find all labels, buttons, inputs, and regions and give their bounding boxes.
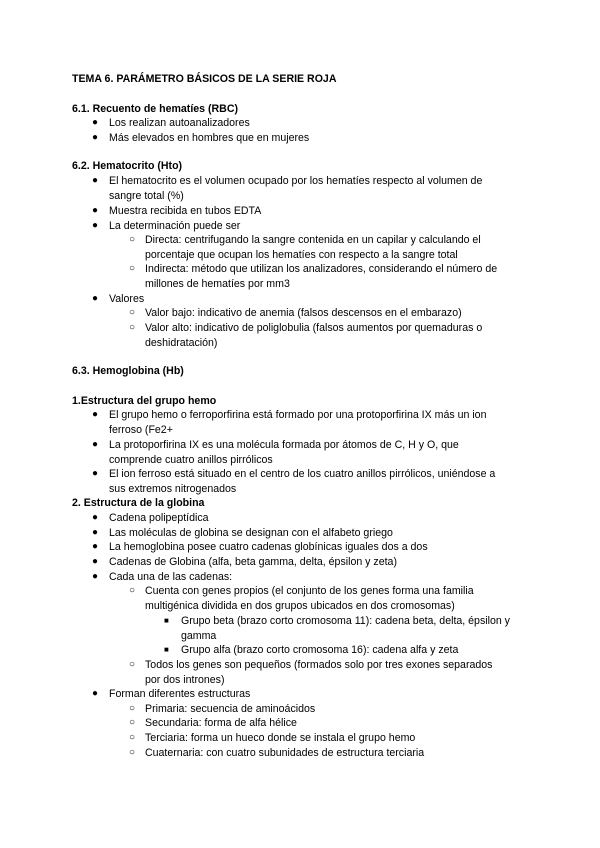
bullet-disc-icon: ●	[92, 132, 99, 143]
bullet-circle-icon: ○	[129, 263, 136, 274]
bullet-disc-icon: ●	[92, 556, 99, 567]
list-item: ● Cada una de las cadenas:	[92, 571, 233, 583]
list-item: ● El grupo hemo o ferroporfirina está formado por una protoporfirina IX más un ion ferroso (Fe2+	[92, 409, 487, 436]
bullet-disc-icon: ●	[92, 409, 99, 420]
bullet-disc-icon: ●	[92, 541, 99, 552]
list-item: ○ Terciaria: forma un hueco donde se instala el grupo hemo	[129, 732, 416, 744]
list-item: ● La determinación puede ser	[92, 220, 241, 232]
list-item: ● El hematocrito es el volumen ocupado por los hematíes respecto al volumen de sangre total (%)	[92, 175, 483, 202]
bullet-disc-icon: ●	[92, 117, 99, 128]
section-6-3-heading: 6.3. Hemoglobina (Hb)	[72, 365, 184, 377]
list-item: ● Forman diferentes estructuras	[92, 688, 251, 700]
bullet-square-icon: ■	[164, 616, 169, 625]
bullet-disc-icon: ●	[92, 571, 99, 582]
bullet-disc-icon: ●	[92, 468, 99, 479]
list-item: ■ Grupo alfa (brazo corto cromosoma 16): cadena alfa y zeta	[164, 644, 459, 656]
list-item: ○ Primaria: secuencia de aminoácidos	[129, 703, 316, 715]
bullet-disc-icon: ●	[92, 512, 99, 523]
list-item: ● Cadena polipeptídica	[92, 512, 209, 524]
subsection-globina-heading: 2. Estructura de la globina	[72, 497, 205, 509]
bullet-circle-icon: ○	[129, 703, 136, 714]
list-item: ○ Secundaria: forma de alfa hélice	[129, 717, 297, 729]
bullet-disc-icon: ●	[92, 688, 99, 699]
list-item: ○ Indirecta: método que utilizan los analizadores, considerando el número de millones de hematíes por mm3	[129, 263, 498, 290]
list-item: ○ Directa: centrifugando la sangre contenida en un capilar y calculando el porcentaje que ocupan los hematíes con respecto a la sangre total	[129, 234, 481, 261]
list-item: ● Más elevados en hombres que en mujeres	[92, 132, 310, 144]
list-item: ● Los realizan autoanalizadores	[92, 117, 250, 129]
bullet-disc-icon: ●	[92, 527, 99, 538]
list-item: ● La protoporfirina IX es una molécula formada por átomos de C, H y O, que comprende cuatro anillos pirrólicos	[92, 439, 459, 466]
bullet-circle-icon: ○	[129, 659, 136, 670]
list-item: ■ Grupo beta (brazo corto cromosoma 11): cadena beta, delta, épsilon y gamma	[164, 615, 510, 642]
bullet-circle-icon: ○	[129, 585, 136, 596]
bullet-circle-icon: ○	[129, 747, 136, 758]
list-item: ● Cadenas de Globina (alfa, beta gamma, delta, épsilon y zeta)	[92, 556, 397, 568]
list-item: ○ Cuenta con genes propios (el conjunto de los genes forma una familia multigénica dividida en dos grupos ubicados en dos cromosomas)	[129, 585, 474, 612]
list-item: ○ Valor bajo: indicativo de anemia (falsos descensos en el embarazo)	[129, 307, 462, 319]
bullet-circle-icon: ○	[129, 732, 136, 743]
list-item: ● El ion ferroso está situado en el centro de los cuatro anillos pirrólicos, uniéndose a sus extremos nitrogenados	[92, 468, 496, 495]
list-item: ● Valores	[92, 293, 145, 305]
section-6-1-heading: 6.1. Recuento de hematíes (RBC)	[72, 103, 239, 115]
bullet-disc-icon: ●	[92, 220, 99, 231]
bullet-square-icon: ■	[164, 645, 169, 654]
bullet-disc-icon: ●	[92, 439, 99, 450]
list-item: ● La hemoglobina posee cuatro cadenas globínicas iguales dos a dos	[92, 541, 428, 553]
bullet-disc-icon: ●	[92, 293, 99, 304]
list-item: ○ Valor alto: indicativo de poliglobulia (falsos aumentos por quemaduras o deshidratación)	[129, 322, 483, 349]
list-item: ○ Todos los genes son pequeños (formados solo por tres exones separados por dos intrones)	[129, 659, 493, 686]
list-item: ● Muestra recibida en tubos EDTA	[92, 205, 262, 217]
bullet-circle-icon: ○	[129, 307, 136, 318]
bullet-disc-icon: ●	[92, 205, 99, 216]
document-title: TEMA 6. PARÁMETRO BÁSICOS DE LA SERIE ROJA	[72, 73, 337, 85]
list-item: ○ Cuaternaria: con cuatro subunidades de estructura terciaria	[129, 747, 425, 759]
subsection-grupo-hemo-heading: 1.Estructura del grupo hemo	[72, 395, 217, 407]
bullet-circle-icon: ○	[129, 322, 136, 333]
bullet-circle-icon: ○	[129, 234, 136, 245]
section-6-2-heading: 6.2. Hematocrito (Hto)	[72, 160, 183, 172]
list-item: ● Las moléculas de globina se designan con el alfabeto griego	[92, 527, 393, 539]
bullet-circle-icon: ○	[129, 717, 136, 728]
bullet-disc-icon: ●	[92, 175, 99, 186]
